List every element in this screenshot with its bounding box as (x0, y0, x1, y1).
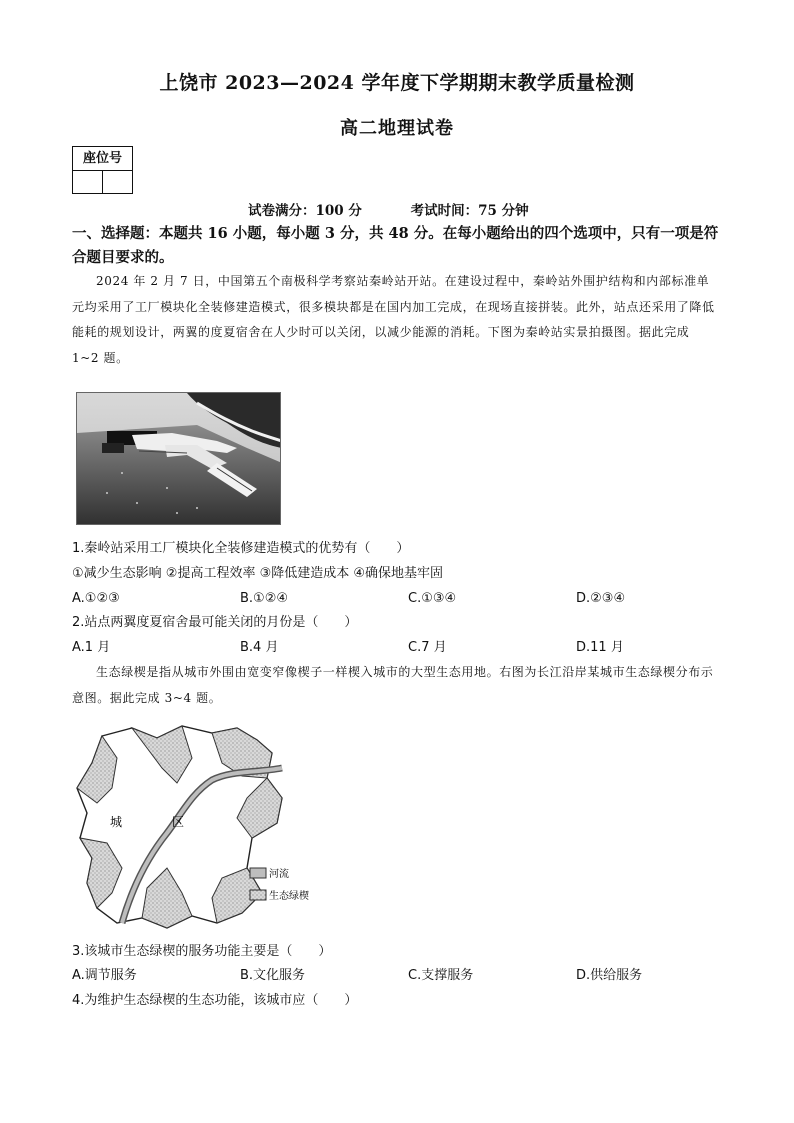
full-score: 试卷满分：100 分 (248, 203, 362, 219)
question-2-stem: 2.站点两翼度夏宿舍最可能关闭的月份是（ ） (72, 615, 358, 630)
legend-river-swatch (250, 868, 266, 878)
green-wedge-map (72, 718, 320, 933)
option-b[interactable]: B.①②④ (240, 591, 289, 606)
option-a[interactable]: A.①②③ (72, 591, 120, 606)
exam-info (248, 199, 529, 219)
material-paragraph-1: 2024 年 2 月 7 日，中国第五个南极科学考察站秦岭站开站。在建设过程中，秦岭站外围护结构和内部标准单元均采用了工厂模块化全装修建造模式，很多模块都是在国内加工完成，在现场直接拼装。此外，站点还采用了降低能耗的规划设计，两翼的度夏宿舍在人少时可以关闭，以减少能源的消耗。下图为秦岭站实景拍摄图。据此完成 1~2 题。 (72, 274, 715, 365)
option-a[interactable]: A.1 月 (72, 640, 111, 655)
option-c[interactable]: C.支撑服务 (408, 968, 474, 983)
question-1-statements: ①减少生态影响 ②提高工程效率 ③降低建造成本 ④确保地基牢固 (72, 566, 444, 581)
option-b[interactable]: B.文化服务 (240, 968, 306, 983)
option-a[interactable]: A.调节服务 (72, 968, 137, 983)
legend-wedge-label: 生态绿楔 (269, 891, 309, 902)
map-label-city: 城 (110, 815, 123, 829)
option-d[interactable]: D.②③④ (576, 591, 626, 606)
question-3-stem: 3.该城市生态绿楔的服务功能主要是（ ） (72, 944, 332, 959)
option-b[interactable]: B.4 月 (240, 640, 279, 655)
question-4-stem: 4.为维护生态绿楔的生态功能，该城市应（ ） (72, 993, 358, 1008)
option-d[interactable]: D.供给服务 (576, 968, 643, 983)
seat-number-label: 座位号 (73, 147, 132, 171)
seat-cell (102, 171, 132, 193)
option-c[interactable]: C.7 月 (408, 640, 447, 655)
seat-cell (73, 171, 102, 193)
exam-duration: 考试时间：75 分钟 (410, 203, 529, 219)
option-c[interactable]: C.①③④ (408, 591, 457, 606)
page-title: 上饶市 2023—2024 学年度下学期期末教学质量检测 (159, 72, 635, 94)
page-subtitle: 高二地理试卷 (340, 118, 454, 139)
station-photo (76, 392, 281, 525)
seat-number-cells (73, 171, 132, 193)
question-1-stem: 1.秦岭站采用工厂模块化全装修建造模式的优势有（ ） (72, 541, 410, 556)
option-d[interactable]: D.11 月 (576, 640, 624, 655)
legend-wedge-swatch (250, 890, 266, 900)
map-label-district: 区 (172, 815, 185, 829)
seat-number-box (72, 146, 133, 194)
material-paragraph-2: 生态绿楔是指从城市外围由宽变窄像楔子一样楔入城市的大型生态用地。右图为长江沿岸某城市生态绿楔分布示意图。据此完成 3~4 题。 (72, 665, 714, 705)
station-photo-image (77, 393, 281, 525)
section-heading: 一、选择题：本题共 16 小题，每小题 3 分，共 48 分。在每小题给出的四个选项中，只有一项是符合题目要求的。 (72, 225, 719, 266)
legend-river-label: 河流 (269, 869, 289, 880)
